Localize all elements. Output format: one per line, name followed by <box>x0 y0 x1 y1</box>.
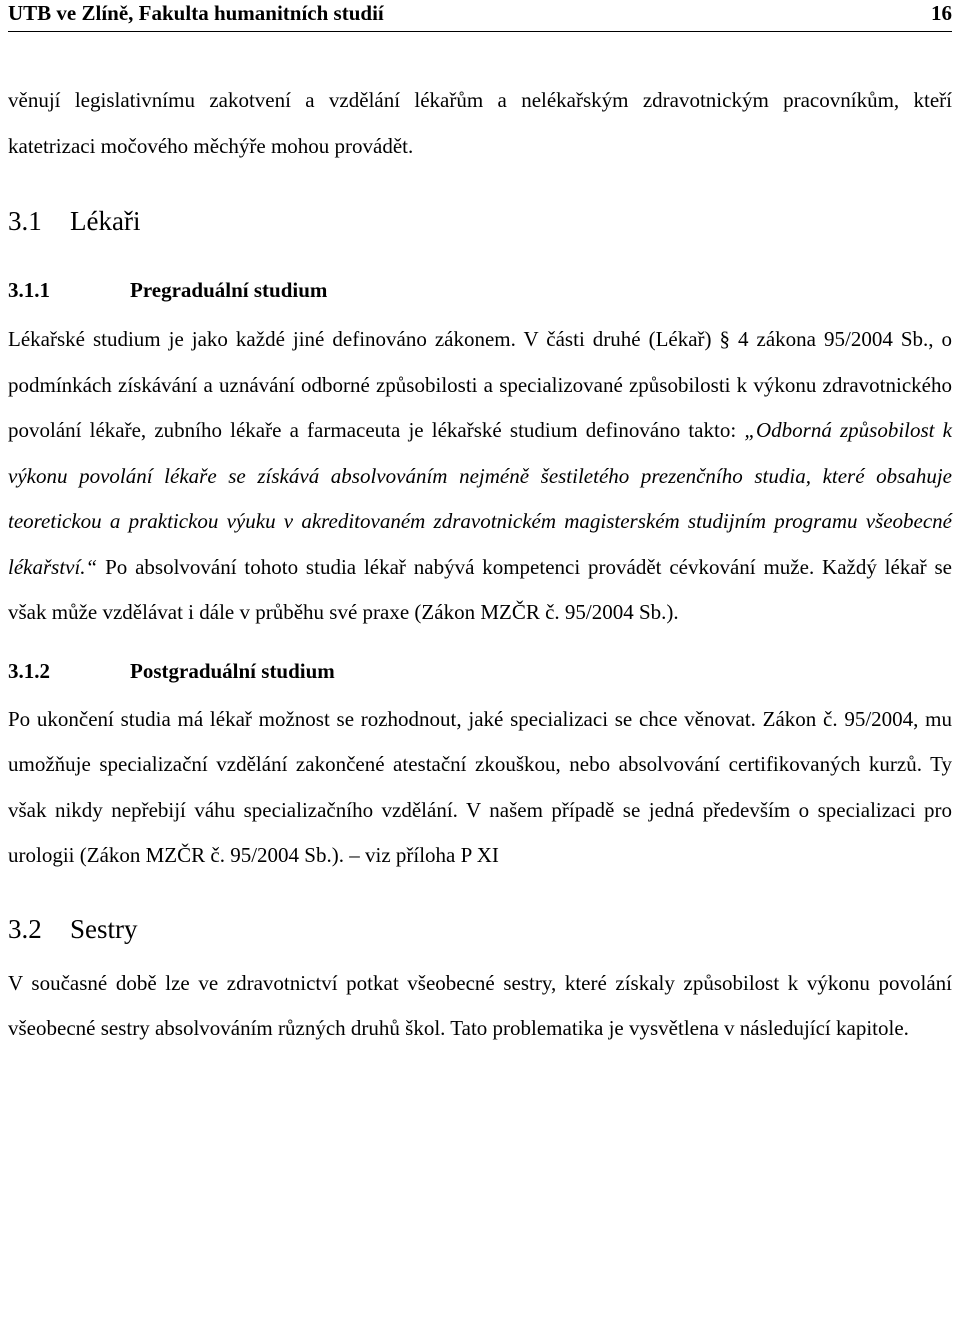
subsection-heading-3-1-2 <box>8 656 952 686</box>
header-rule <box>8 31 952 32</box>
header-institution: UTB ve Zlíně, Fakulta humanitních studií <box>8 1 384 25</box>
document-body <box>8 70 952 1052</box>
law-quote: „Odborná způsobilost k výkonu povolání lékaře se získává absolvováním nejméně šestiletého prezenčního studia, které obsahuje teoretickou a praktickou výuku v akreditovaném zdravotnickém magisterském studijním programu všeobecné lékařství.“ <box>8 418 952 579</box>
subsection-number: 3.1.2 <box>8 658 50 683</box>
subsection-title: Postgraduální studium <box>130 658 335 683</box>
nurses-paragraph: V současné době lze ve zdravotnictví potkat všeobecné sestry, které získaly způsobilost k výkonu povolání všeobecné sestry absolvováním různých druhů škol. Tato problematika je vysvětlena v následující kapitole. <box>8 970 952 1040</box>
page-header <box>8 0 952 30</box>
section-heading-3-1 <box>8 201 952 241</box>
page-number: 16 <box>931 1 952 25</box>
section-number: 3.1 <box>8 206 42 236</box>
section-title: Sestry <box>70 913 138 944</box>
section-heading-3-2 <box>8 909 952 949</box>
subsection-title: Pregraduální studium <box>130 278 328 302</box>
intro-paragraph: věnují legislativnímu zakotvení a vzdělání lékařům a nelékařským zdravotnickým pracovníkům, kteří katetrizaci močového měchýře mohou provádět. <box>8 88 952 158</box>
subsection-number: 3.1.1 <box>8 278 50 302</box>
pregradual-text-a: Lékařské studium je jako každé jiné definováno zákonem. V části druhé (Lékař) § 4 zákona 95/2004 Sb., o podmínkách získávání a uznávání odborné způsobilosti a specializované způsobilosti k výkonu zdravotnického povolání lékaře, zubního lékaře a farmaceuta je lékařské studium definováno takto: <box>8 327 952 442</box>
section-title: Lékaři <box>70 206 141 236</box>
postgradual-paragraph: Po ukončení studia má lékař možnost se rozhodnout, jaké specializaci se chce věnovat. Zákon č. 95/2004, mu umožňuje specializační vzdělání zakončené atestační zkouškou, nebo absolvování certifikovaných kurzů. Ty však nikdy nepřebijí váhu specializačního vzdělání. V našem případě se jedná především o specializaci pro urologii (Zákon MZČR č. 95/2004 Sb.). – viz příloha P XI <box>8 706 952 867</box>
section-number: 3.2 <box>8 913 42 944</box>
pregradual-paragraph <box>8 317 952 636</box>
subsection-heading-3-1-1 <box>8 275 952 305</box>
pregradual-text-b: Po absolvování tohoto studia lékař nabývá kompetenci provádět cévkování muže. Každý lékař se však může vzdělávat i dále v průběhu své praxe (Zákon MZČR č. 95/2004 Sb.). <box>8 554 952 624</box>
